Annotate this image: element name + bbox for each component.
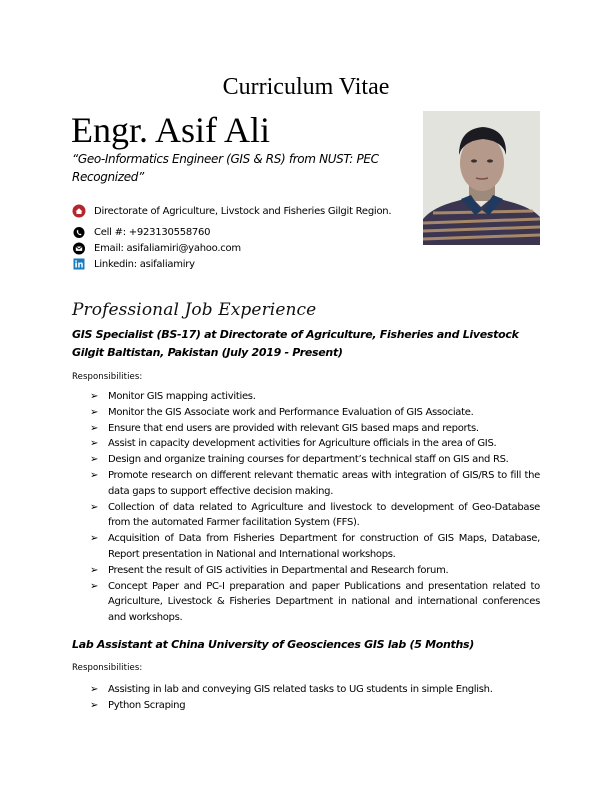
contact-linkedin-text[interactable]: Linkedin: asifaliamiry (94, 258, 195, 270)
location-icon (72, 204, 86, 218)
document-title (0, 72, 612, 102)
arrow-bullet-icon: ➢ (90, 422, 99, 434)
list-item-text: Assisting in lab and conveying GIS related tasks to UG students in simple English. (108, 684, 493, 695)
job-title-1: GIS Specialist (BS-17) at Directorate of Agriculture, Fisheries and Livestock Gilgit Baltistan, Pakistan (July 2019 - Present) (72, 328, 519, 359)
person-name: Engr. Asif Ali (71, 110, 271, 150)
list-item-text: Assist in capacity development activities for Agriculture officials in the area of GIS. (108, 438, 497, 450)
list-item (88, 579, 540, 626)
job-title-2: Lab Assistant at China University of Geosciences GIS lab (5 Months) (72, 638, 474, 651)
document-title-text: Curriculum Vitae (222, 74, 390, 100)
arrow-bullet-icon: ➢ (90, 684, 99, 695)
arrow-bullet-icon: ➢ (90, 469, 99, 481)
list-item-text: Monitor the GIS Associate work and Performance Evaluation of GIS Associate. (108, 406, 474, 418)
list-item (88, 421, 540, 437)
arrow-bullet-icon: ➢ (90, 406, 99, 418)
portrait-image (423, 111, 540, 245)
email-icon (72, 241, 86, 255)
list-item-text: Design and organize training courses for department’s technical staff on GIS and RS. (108, 454, 509, 466)
responsibilities-label-2: Responsibilities: (72, 663, 143, 673)
responsibilities-label-1: Responsibilities: (72, 372, 143, 382)
list-item (88, 452, 540, 468)
arrow-bullet-icon: ➢ (90, 501, 99, 513)
contact-address (72, 202, 412, 220)
arrow-bullet-icon: ➢ (90, 438, 99, 450)
list-item (88, 563, 540, 579)
job-1-responsibilities (88, 389, 540, 626)
list-item-text: Monitor GIS mapping activities. (108, 391, 256, 402)
list-item-text: Collection of data related to Agriculture and livestock to development of Geo-Database from the automated Farmer facilitation System (FFS). (108, 501, 540, 529)
profile-photo (423, 111, 540, 245)
list-item (88, 682, 540, 698)
list-item (88, 436, 540, 452)
list-item-text: Concept Paper and PC-I preparation and paper Publications and presentation related to Agriculture, Livestock & Fisheries Department in national and international conferences and workshops. (108, 580, 540, 624)
phone-icon (72, 225, 86, 239)
arrow-bullet-icon: ➢ (90, 391, 99, 402)
arrow-bullet-icon: ➢ (90, 699, 99, 711)
list-item (88, 389, 540, 405)
list-item (88, 468, 540, 500)
contact-info (72, 202, 412, 272)
contact-phone-text: Cell #: +923130558760 (94, 226, 211, 238)
contact-linkedin (72, 256, 412, 272)
contact-phone (72, 224, 412, 240)
contact-address-text: Directorate of Agriculture, Livstock and Fisheries Gilgit Region. (94, 205, 392, 217)
arrow-bullet-icon: ➢ (90, 580, 99, 592)
section-heading-experience: Professional Job Experience (72, 300, 317, 320)
list-item (88, 405, 540, 421)
arrow-bullet-icon: ➢ (90, 454, 99, 466)
contact-email (72, 240, 412, 256)
list-item (88, 500, 540, 532)
arrow-bullet-icon: ➢ (90, 564, 99, 576)
list-item-text: Promote research on different relevant thematic areas with integration of GIS/RS to fill the data gaps to support effective decision making. (108, 469, 540, 497)
linkedin-icon (72, 257, 86, 271)
list-item-text: Python Scraping (108, 699, 186, 711)
tagline: “Geo-Informatics Engineer (GIS & RS) from NUST: PEC Recognized” (72, 152, 379, 184)
list-item-text: Ensure that end users are provided with relevant GIS based maps and reports. (108, 422, 479, 434)
arrow-bullet-icon: ➢ (90, 533, 99, 545)
list-item-text: Acquisition of Data from Fisheries Department for construction of GIS Maps, Database, Report presentation in National and International workshops. (108, 533, 540, 560)
list-item (88, 531, 540, 563)
list-item (88, 698, 540, 714)
list-item-text: Present the result of GIS activities in Departmental and Research forum. (108, 564, 449, 576)
contact-email-text[interactable]: Email: asifaliamiri@yahoo.com (94, 242, 241, 254)
job-2-responsibilities (88, 682, 540, 714)
